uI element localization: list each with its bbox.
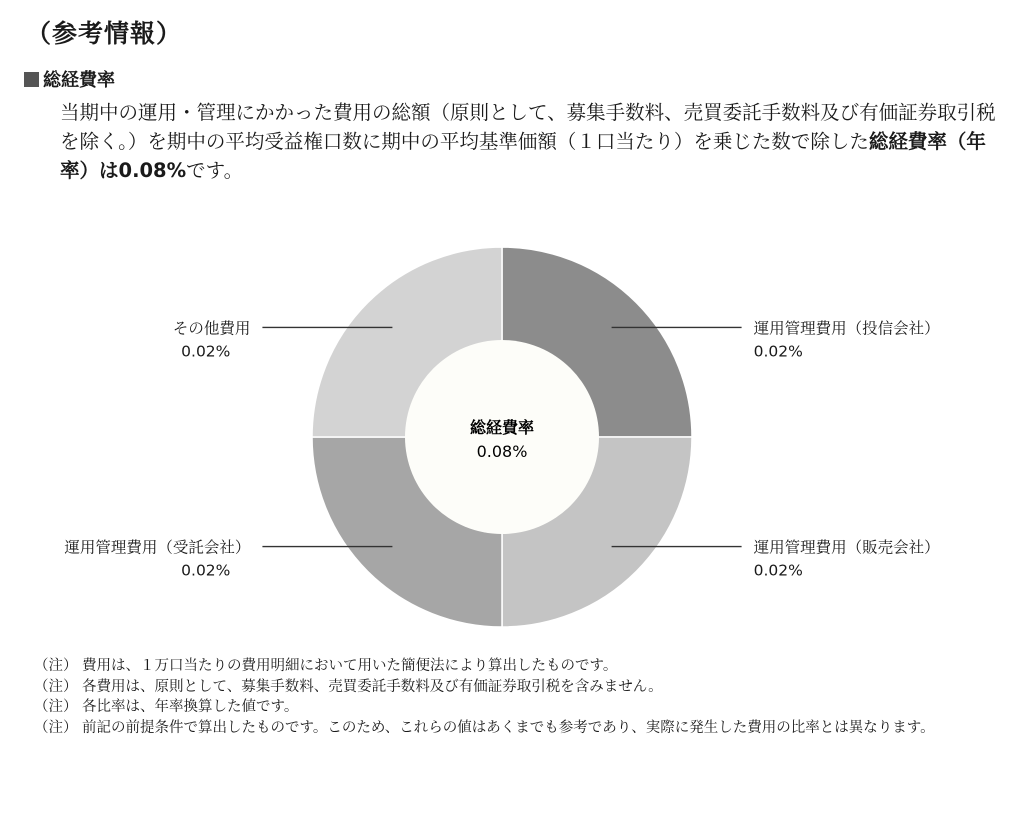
- section-heading: [24, 66, 115, 92]
- note-mark: （注）: [34, 699, 78, 715]
- section-title: 総経費率: [43, 70, 115, 91]
- note-item: [34, 718, 1004, 739]
- slice-value-label: 0.02%: [753, 561, 803, 580]
- slice-value-label: 0.02%: [181, 342, 231, 361]
- note-item: [34, 677, 1004, 698]
- slice-value-label: 0.02%: [753, 342, 803, 361]
- slice-label: 運用管理費用（販売会社）: [753, 538, 940, 557]
- square-bullet-icon: [24, 72, 39, 87]
- note-text: 各比率は、年率換算した値です。: [82, 699, 299, 715]
- center-value: 0.08%: [476, 442, 528, 461]
- expense-ratio-donut-chart: [0, 210, 1024, 650]
- slice-value-label: 0.02%: [181, 561, 231, 580]
- description-text: 当期中の運用・管理にかかった費用の総額（原則として、募集手数料、売買委託手数料及び有価証券取引税を除く。）を期中の平均受益権口数に期中の平均基準価額（１口当たり）を乗じた数で除した: [60, 101, 996, 153]
- description-end: です。: [186, 159, 244, 182]
- note-mark: （注）: [34, 658, 78, 674]
- slice-label: その他費用: [172, 319, 251, 338]
- notes-list: [34, 656, 1004, 738]
- note-item: [34, 656, 1004, 677]
- description-bold: 総経費率（年率）は0.08%: [60, 130, 986, 182]
- note-text: 前記の前提条件で算出したものです。このため、これらの値はあくまでも参考であり、実際に発生した費用の比率とは異なります。: [82, 719, 935, 736]
- slice-label: 運用管理費用（受託会社）: [64, 538, 251, 557]
- note-item: [34, 697, 1004, 718]
- donut-center: [405, 340, 599, 534]
- note-mark: （注）: [34, 719, 78, 736]
- description-paragraph: [60, 98, 1010, 185]
- note-text: 費用は、１万口当たりの費用明細において用いた簡便法により算出したものです。: [82, 658, 618, 674]
- note-text: 各費用は、原則として、募集手数料、売買委託手数料及び有価証券取引税を含みません。: [82, 678, 663, 695]
- slice-label: 運用管理費用（投信会社）: [753, 319, 940, 338]
- note-mark: （注）: [34, 678, 78, 695]
- page-title: （参考情報）: [26, 19, 183, 48]
- center-label: 総経費率: [469, 418, 535, 437]
